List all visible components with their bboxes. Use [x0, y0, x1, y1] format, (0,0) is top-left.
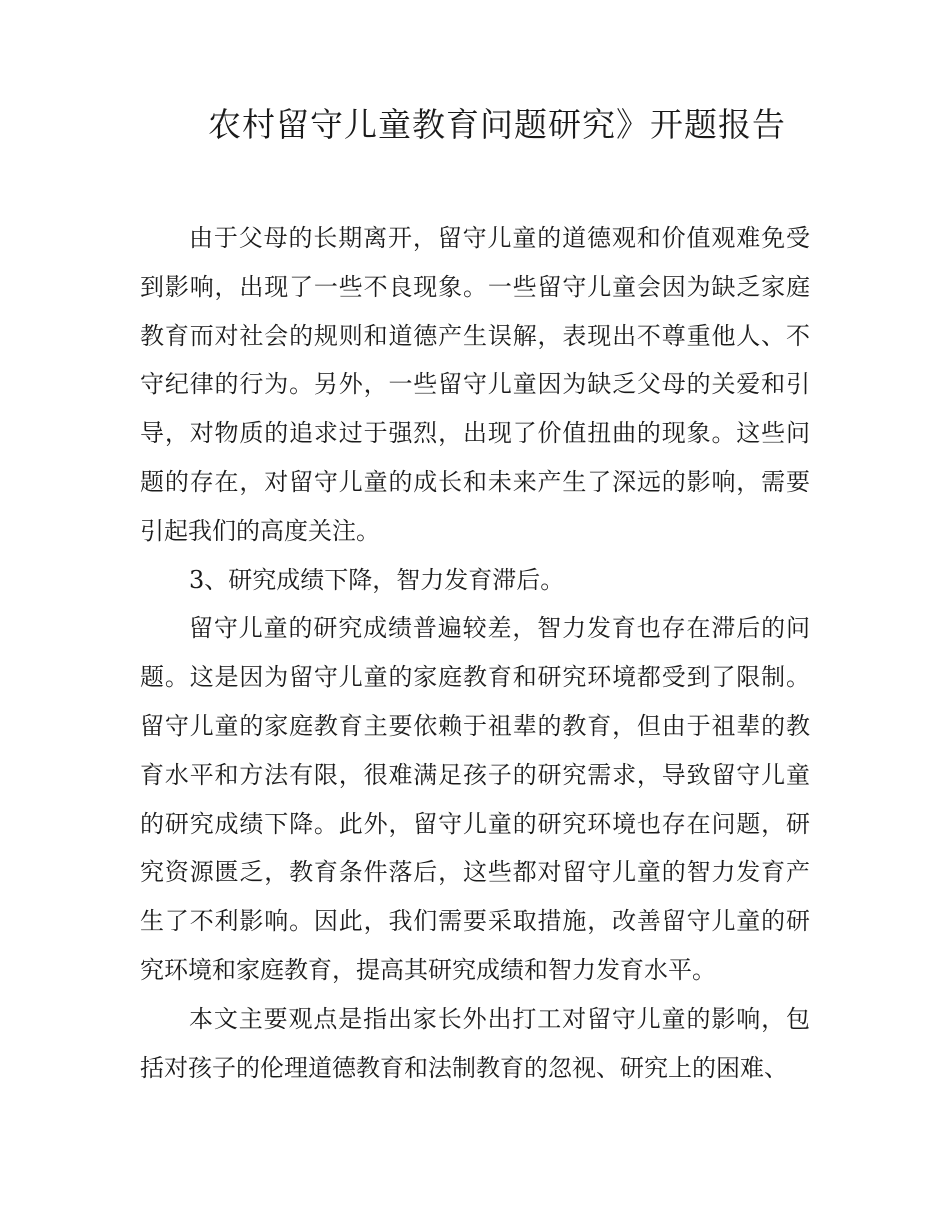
paragraph-heading-grades: 3、研究成绩下降，智力发育滞后。 [189, 565, 565, 594]
document-body [140, 214, 810, 1092]
document-title: 农村留守儿童教育问题研究》开题报告 [208, 105, 786, 144]
paragraph-main-viewpoint: 本文主要观点是指出家长外出打工对留守儿童的影响，包括对孩子的伦理道德教育和法制教育的忽视、研究上的困难、 [140, 1004, 810, 1082]
paragraph-moral-values: 由于父母的长期离开，留守儿童的道德观和价值观难免受到影响，出现了一些不良现象。一些留守儿童会因为缺乏家庭教育而对社会的规则和道德产生误解，表现出不尊重他人、不守纪律的行为。另外，一些留守儿童因为缺乏父母的关爱和引导，对物质的追求过于强烈，出现了价值扭曲的现象。这些问题的存在，对留守儿童的成长和未来产生了深远的影响，需要引起我们的高度关注。 [140, 224, 810, 545]
paragraph-grades-decline: 留守儿童的研究成绩普遍较差，智力发育也存在滞后的问题。这是因为留守儿童的家庭教育和研究环境都受到了限制。留守儿童的家庭教育主要依赖于祖辈的教育，但由于祖辈的教育水平和方法有限，很难满足孩子的研究需求，导致留守儿童的研究成绩下降。此外，留守儿童的研究环境也存在问题，研究资源匮乏，教育条件落后，这些都对留守儿童的智力发育产生了不利影响。因此，我们需要采取措施，改善留守儿童的研究环境和家庭教育，提高其研究成绩和智力发育水平。 [140, 614, 810, 984]
